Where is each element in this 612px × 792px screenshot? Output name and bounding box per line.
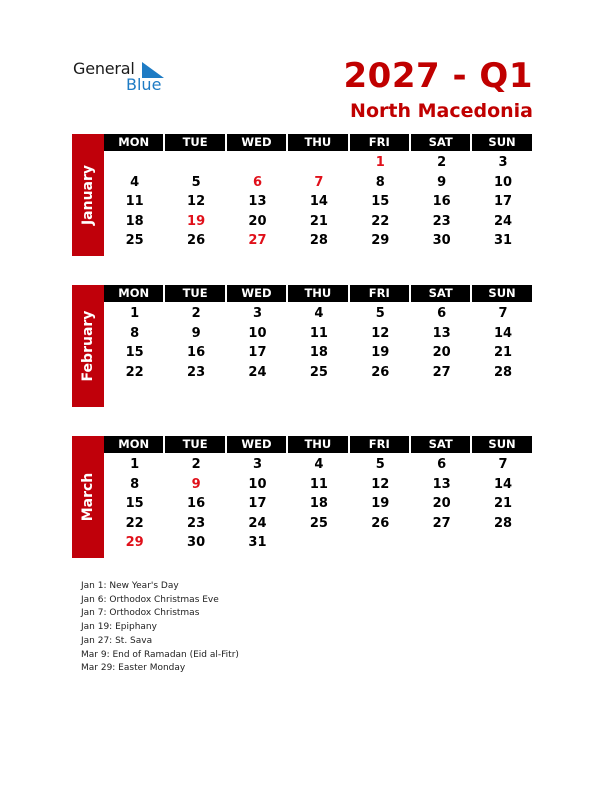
- day-cell: 23: [187, 364, 206, 380]
- day-cell: 27: [432, 364, 451, 380]
- day-cell: 13: [248, 194, 267, 209]
- day-cell: 21: [493, 345, 513, 360]
- week-row: [104, 343, 540, 363]
- day-cell: 30: [187, 535, 206, 550]
- day-cell: 3: [252, 457, 262, 472]
- day-cell: 24: [248, 364, 267, 380]
- month-label: [72, 285, 104, 407]
- day-cell: 1: [130, 306, 140, 321]
- day-cell: 15: [125, 345, 144, 360]
- day-cell: 17: [493, 194, 513, 209]
- day-cell: 4: [314, 306, 324, 321]
- empty-cell: [104, 153, 165, 173]
- day-cell: 26: [187, 233, 206, 248]
- weekday-label: MON: [104, 134, 163, 151]
- day-cell: 16: [187, 345, 206, 360]
- day-cell: 18: [125, 213, 144, 229]
- week-row: [104, 153, 540, 173]
- day-cell: 14: [493, 325, 513, 341]
- week-row: [104, 173, 540, 193]
- day-cell: 6: [437, 457, 447, 472]
- week-row: [104, 455, 540, 475]
- day-cell: 12: [371, 325, 390, 341]
- holiday-item: Jan 27: St. Sava: [81, 635, 153, 646]
- day-cell: 8: [375, 174, 385, 190]
- week-row: [104, 212, 540, 232]
- holiday-item: Mar 9: End of Ramadan (Eid al-Fitr): [81, 649, 239, 660]
- day-cell: 22: [125, 515, 144, 531]
- weekday-label: FRI: [350, 134, 409, 151]
- week-row: [104, 494, 540, 514]
- day-cell: 4: [130, 174, 140, 190]
- day-cell: 2: [191, 306, 201, 321]
- day-cell: 1: [375, 155, 385, 170]
- weekday-label: THU: [288, 436, 347, 453]
- week-row: [104, 324, 540, 344]
- weekday-header: [104, 436, 532, 453]
- day-cell: 2: [437, 155, 447, 170]
- weekday-label: FRI: [350, 436, 409, 453]
- day-cell: 11: [309, 325, 328, 341]
- holiday-item: Jan 19: Epiphany: [81, 622, 157, 633]
- empty-cell: [288, 153, 349, 173]
- holiday-item: Jan 1: New Year's Day: [81, 581, 179, 591]
- empty-cell: [165, 153, 226, 173]
- day-cell: 12: [371, 476, 390, 492]
- weekday-label: FRI: [350, 285, 409, 302]
- weekday-label: MON: [104, 285, 163, 302]
- month-label: [72, 436, 104, 558]
- month-name: February: [80, 310, 96, 382]
- logo-general-text: General: [73, 59, 135, 78]
- day-cell: 8: [130, 476, 140, 492]
- day-cell: 1: [130, 457, 140, 472]
- day-cell: 28: [493, 364, 513, 380]
- day-cell: 14: [493, 476, 513, 492]
- weekday-label: SUN: [472, 134, 531, 151]
- day-cell: 28: [309, 233, 328, 248]
- day-cell: 19: [187, 213, 206, 229]
- day-cell: 18: [309, 496, 328, 511]
- day-cell: 6: [437, 306, 447, 321]
- day-cell: 29: [125, 535, 144, 550]
- week-row: [104, 533, 540, 553]
- day-cell: 20: [432, 345, 451, 360]
- holiday-item: Jan 7: Orthodox Christmas: [81, 608, 200, 619]
- day-cell: 13: [432, 325, 451, 341]
- month-block-january: [72, 134, 540, 256]
- day-cell: 3: [498, 155, 508, 170]
- day-cell: 19: [371, 345, 390, 360]
- day-cell: 6: [252, 174, 262, 190]
- day-cell: 21: [309, 213, 328, 229]
- logo-blue-text: Blue: [126, 75, 162, 94]
- holiday-item: Mar 29: Easter Monday: [81, 663, 186, 674]
- weekday-header: [104, 134, 532, 151]
- day-cell: 12: [187, 194, 206, 209]
- day-cell: 31: [248, 535, 267, 550]
- day-cell: 19: [371, 496, 390, 511]
- empty-cell: [288, 533, 349, 553]
- day-cell: 31: [493, 233, 513, 248]
- day-cell: 9: [191, 476, 201, 492]
- day-cell: 26: [371, 364, 390, 380]
- week-row: [104, 475, 540, 495]
- page-title: 2027 - Q1: [343, 56, 533, 96]
- holiday-list: [81, 580, 239, 676]
- day-cell: 14: [309, 194, 328, 209]
- day-cell: 23: [432, 213, 451, 229]
- month-name: January: [80, 164, 96, 226]
- day-cell: 20: [432, 496, 451, 511]
- weekday-label: THU: [288, 134, 347, 151]
- weekday-label: TUE: [165, 134, 224, 151]
- day-cell: 15: [125, 496, 144, 511]
- week-row: [104, 514, 540, 534]
- day-cell: 22: [125, 364, 144, 380]
- day-cell: 29: [371, 233, 390, 248]
- month-name: March: [80, 472, 96, 522]
- day-cell: 5: [375, 306, 385, 321]
- day-cell: 4: [314, 457, 324, 472]
- day-cell: 21: [493, 496, 513, 511]
- empty-cell: [472, 533, 533, 553]
- day-cell: 9: [437, 174, 447, 190]
- weekday-label: SAT: [411, 436, 470, 453]
- day-cell: 27: [248, 233, 267, 248]
- day-cell: 15: [371, 194, 390, 209]
- day-cell: 17: [248, 345, 267, 360]
- day-cell: 13: [432, 476, 451, 492]
- month-block-march: [72, 436, 540, 558]
- weekday-label: WED: [227, 134, 286, 151]
- day-cell: 20: [248, 213, 267, 229]
- country-name: North Macedonia: [350, 100, 533, 122]
- month-label: [72, 134, 104, 256]
- day-cell: 11: [125, 194, 144, 209]
- day-cell: 8: [130, 325, 140, 341]
- empty-cell: [411, 533, 472, 553]
- week-row: [104, 304, 540, 324]
- week-row: [104, 231, 540, 251]
- day-cell: 18: [309, 345, 328, 360]
- day-cell: 17: [248, 496, 267, 511]
- day-cell: 22: [371, 213, 390, 229]
- weekday-label: WED: [227, 436, 286, 453]
- weekday-label: SAT: [411, 134, 470, 151]
- day-cell: 16: [187, 496, 206, 511]
- day-grid: [104, 455, 540, 553]
- day-cell: 28: [493, 515, 513, 531]
- weekday-label: SUN: [472, 285, 531, 302]
- weekday-header: [104, 285, 532, 302]
- day-grid: [104, 153, 540, 251]
- weekday-label: TUE: [165, 285, 224, 302]
- day-cell: 5: [191, 174, 201, 190]
- day-cell: 7: [498, 457, 508, 472]
- day-cell: 25: [309, 515, 328, 531]
- day-cell: 24: [248, 515, 267, 531]
- holiday-item: Jan 6: Orthodox Christmas Eve: [81, 594, 219, 605]
- day-cell: 9: [191, 325, 201, 341]
- weekday-label: TUE: [165, 436, 224, 453]
- day-cell: 24: [493, 213, 513, 229]
- day-cell: 7: [498, 306, 508, 321]
- empty-cell: [227, 153, 288, 173]
- day-cell: 10: [248, 476, 267, 492]
- day-cell: 10: [493, 174, 513, 190]
- weekday-label: SUN: [472, 436, 531, 453]
- day-cell: 7: [314, 174, 324, 190]
- day-cell: 2: [191, 457, 201, 472]
- day-cell: 25: [125, 233, 144, 248]
- day-cell: 30: [432, 233, 451, 248]
- logo: [73, 59, 173, 95]
- day-cell: 27: [432, 515, 451, 531]
- weekday-label: WED: [227, 285, 286, 302]
- day-grid: [104, 304, 540, 382]
- day-cell: 23: [187, 515, 206, 531]
- day-cell: 5: [375, 457, 385, 472]
- day-cell: 26: [371, 515, 390, 531]
- day-cell: 11: [309, 476, 328, 492]
- day-cell: 25: [309, 364, 328, 380]
- day-cell: 3: [252, 306, 262, 321]
- week-row: [104, 192, 540, 212]
- empty-cell: [350, 533, 411, 553]
- weekday-label: MON: [104, 436, 163, 453]
- weekday-label: THU: [288, 285, 347, 302]
- week-row: [104, 363, 540, 383]
- month-block-february: [72, 285, 540, 407]
- day-cell: 16: [432, 194, 451, 209]
- weekday-label: SAT: [411, 285, 470, 302]
- day-cell: 10: [248, 325, 267, 341]
